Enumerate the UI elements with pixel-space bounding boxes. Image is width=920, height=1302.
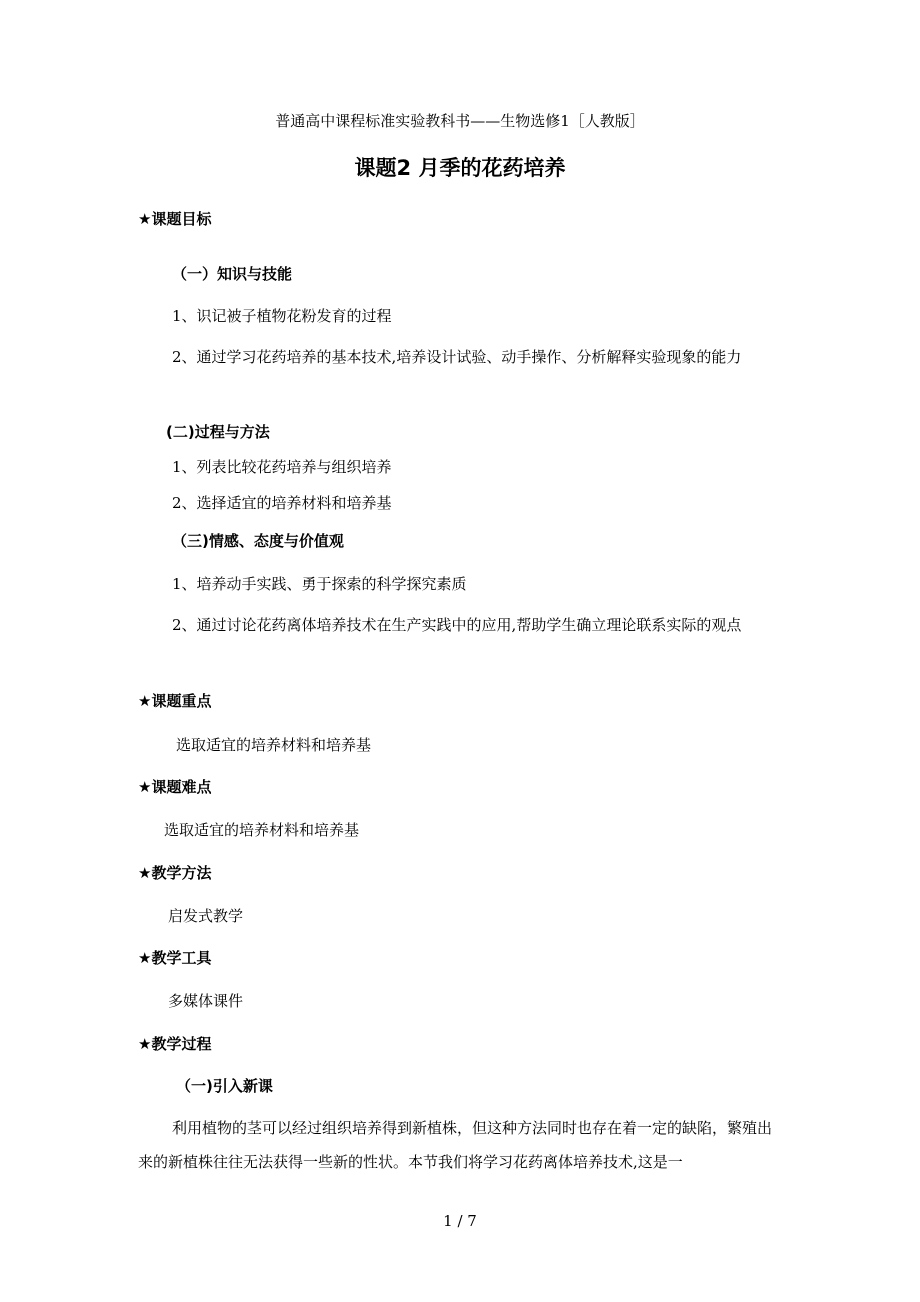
key-point-text: 选取适宜的培养材料和培养基: [176, 736, 372, 754]
process-item-2: 2、选择适宜的培养材料和培养基: [172, 494, 392, 512]
document-header: 普通高中课程标准实验教科书——生物选修1［人教版］: [275, 112, 645, 130]
knowledge-item-1: 1、识记被子植物花粉发育的过程: [172, 307, 392, 325]
page-number: 1 / 7: [443, 1212, 477, 1230]
subheading-emotion: （三)情感、态度与价值观: [172, 532, 344, 550]
section-heading-goal: ★课题目标: [138, 210, 212, 228]
knowledge-item-2: 2、通过学习花药培养的基本技术,培养设计试验、动手操作、分析解释实验现象的能力: [172, 348, 742, 366]
section-heading-method: ★教学方法: [138, 864, 212, 882]
emotion-item-1: 1、培养动手实践、勇于探索的科学探究素质: [172, 575, 467, 593]
section-heading-process: ★教学过程: [138, 1035, 212, 1053]
subheading-knowledge: （一）知识与技能: [172, 265, 293, 283]
section-heading-difficulty: ★课题难点: [138, 778, 212, 796]
section-heading-key-point: ★课题重点: [138, 692, 212, 710]
emotion-item-2: 2、通过讨论花药离体培养技术在生产实践中的应用,帮助学生确立理论联系实际的观点: [172, 616, 742, 634]
process-item-1: 1、列表比较花药培养与组织培养: [172, 458, 392, 476]
document-title: 课题2 月季的花药培养: [354, 156, 566, 180]
method-text: 启发式教学: [168, 907, 244, 925]
subheading-process-method: (二)过程与方法: [166, 423, 270, 441]
tools-text: 多媒体课件: [168, 992, 244, 1010]
subheading-intro: （一)引入新课: [176, 1077, 273, 1095]
intro-paragraph: 利用植物的茎可以经过组织培养得到新植株，但这种方法同时也存在着一定的缺陷，繁殖出来的新植株往往无法获得一些新的性状。本节我们将学习花药离体培养技术,这是一: [138, 1119, 773, 1171]
section-heading-tools: ★教学工具: [138, 949, 212, 967]
difficulty-text: 选取适宜的培养材料和培养基: [164, 821, 360, 839]
